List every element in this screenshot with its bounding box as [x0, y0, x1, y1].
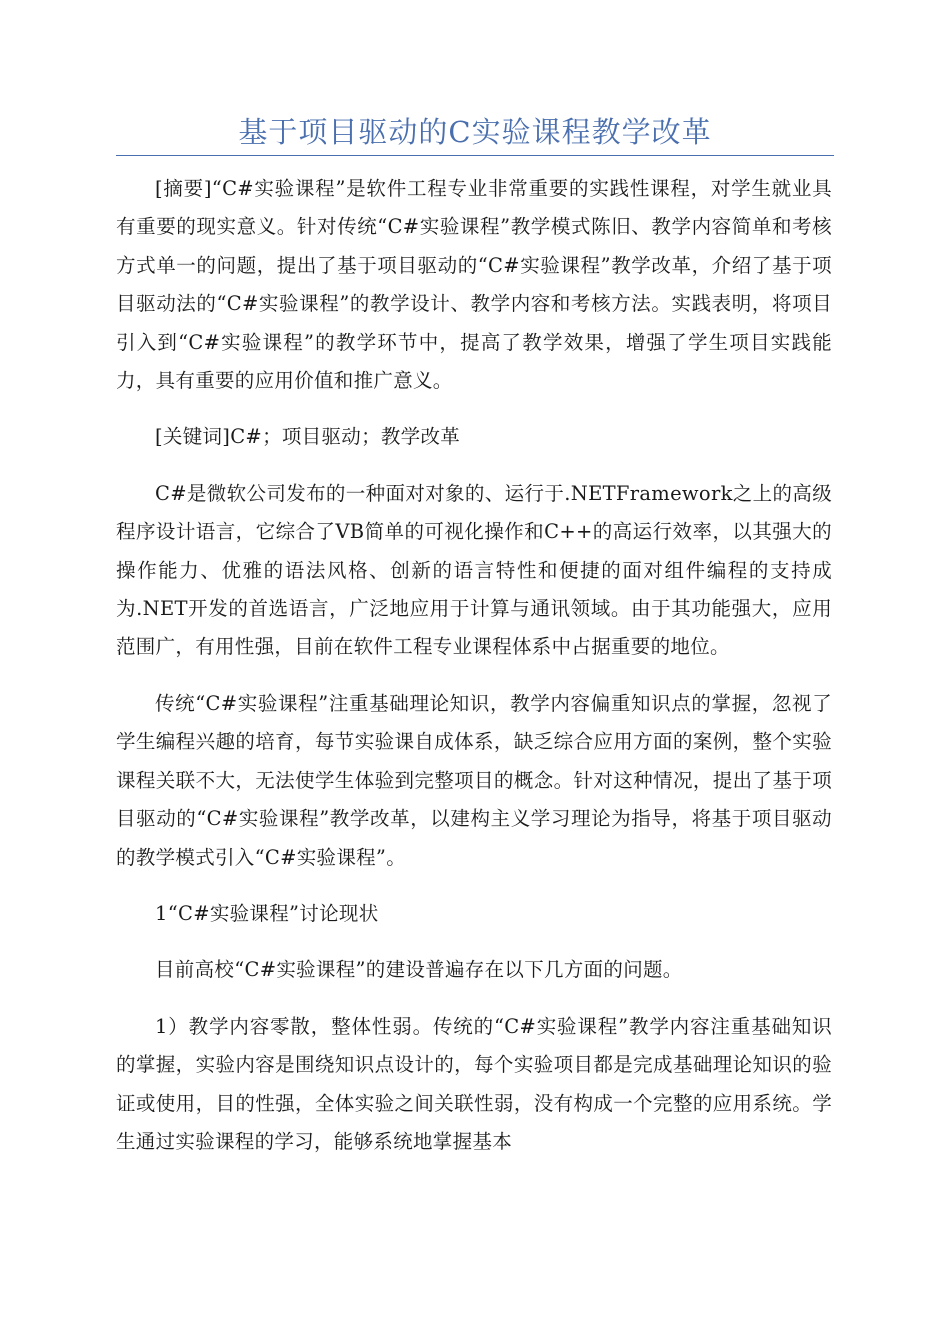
section-heading: 1“C#实验课程”讨论现状 — [155, 901, 379, 925]
problems-intro-paragraph: 目前高校“C#实验课程”的建设普遍存在以下几方面的问题。 — [155, 958, 683, 982]
abstract-paragraph: [摘要]“C#实验课程”是软件工程专业非常重要的实践性课程，对学生就业具有重要的现实意义。针对传统“C#实验课程”教学模式陈旧、教学内容简单和考核方式单一的问题，提出了基于项目驱动的“C#实验课程”教学改革，介绍了基于项目驱动法的“C#实验课程”的教学设计、教学内容和考核方法。实践表明，将项目引入到“C#实验课程”的教学环节中，提高了教学效果，增强了学生项目实践能力，具有重要的应用价值和推广意义。 — [116, 177, 832, 393]
keywords-paragraph: [关键词]C#；项目驱动；教学改革 — [155, 425, 461, 449]
title-underline — [116, 155, 834, 156]
problem-1-paragraph: 1）教学内容零散，整体性弱。传统的“C#实验课程”教学内容注重基础知识的掌握，实验内容是围绕知识点设计的，每个实验项目都是完成基础理论知识的验证或使用，目的性强，全体实验之间关联性弱，没有构成一个完整的应用系统。学生通过实验课程的学习，能够系统地掌握基本 — [116, 1014, 832, 1153]
background-paragraph: 传统“C#实验课程”注重基础理论知识，教学内容偏重知识点的掌握，忽视了学生编程兴趣的培育，每节实验课自成体系，缺乏综合应用方面的案例，整个实验课程关联不大，无法使学生体验到完整项目的概念。针对这种情况，提出了基于项目驱动的“C#实验课程”教学改革，以建构主义学习理论为指导，将基于项目驱动的教学模式引入“C#实验课程”。 — [116, 691, 832, 869]
document-title: 基于项目驱动的C实验课程教学改革 — [238, 115, 712, 149]
intro-paragraph: C#是微软公司发布的一种面对对象的、运行于.NETFramework之上的高级程序设计语言，它综合了VB简单的可视化操作和C++的高运行效率，以其强大的操作能力、优雅的语法风格、创新的语言特性和便捷的面对组件编程的支持成为.NET开发的首选语言，广泛地应用于计算与通讯领域。由于其功能强大，应用范围广，有用性强，目前在软件工程专业课程体系中占据重要的地位。 — [116, 481, 832, 659]
document-body — [116, 170, 832, 1179]
